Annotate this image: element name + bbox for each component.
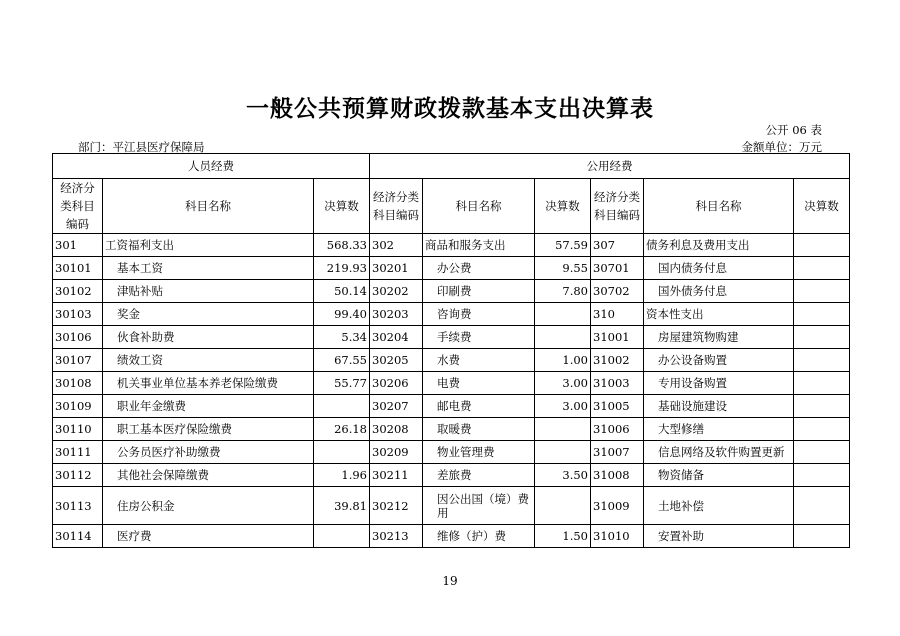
amount-cell: 1.50 xyxy=(535,525,591,548)
name-cell: 奖金 xyxy=(103,303,314,326)
name-cell: 伙食补助费 xyxy=(103,326,314,349)
name-cell: 差旅费 xyxy=(423,464,535,487)
name-cell: 国内债务付息 xyxy=(644,257,794,280)
table-row xyxy=(53,395,850,418)
amount-cell: 9.55 xyxy=(535,257,591,280)
code-cell: 30209 xyxy=(370,441,423,464)
name-cell: 基础设施建设 xyxy=(644,395,794,418)
amount-header: 决算数 xyxy=(314,179,370,234)
name-cell: 水费 xyxy=(423,349,535,372)
amount-cell xyxy=(794,280,850,303)
amount-cell xyxy=(794,303,850,326)
code-cell: 30213 xyxy=(370,525,423,548)
name-cell: 国外债务付息 xyxy=(644,280,794,303)
table-row xyxy=(53,525,850,548)
amount-cell: 3.00 xyxy=(535,395,591,418)
name-header: 科目名称 xyxy=(423,179,535,234)
code-cell: 31008 xyxy=(591,464,644,487)
amount-cell: 568.33 xyxy=(314,234,370,257)
amount-cell xyxy=(794,326,850,349)
code-cell: 31005 xyxy=(591,395,644,418)
amount-cell xyxy=(535,441,591,464)
code-cell: 30702 xyxy=(591,280,644,303)
amount-cell: 39.81 xyxy=(314,487,370,525)
table-row xyxy=(53,372,850,395)
code-cell: 30103 xyxy=(53,303,103,326)
code-cell: 30109 xyxy=(53,395,103,418)
name-cell: 机关事业单位基本养老保险缴费 xyxy=(103,372,314,395)
name-cell: 因公出国（境）费用 xyxy=(423,487,535,525)
name-cell: 绩效工资 xyxy=(103,349,314,372)
name-cell: 公务员医疗补助缴费 xyxy=(103,441,314,464)
expenditure-table xyxy=(52,153,850,548)
code-cell: 307 xyxy=(591,234,644,257)
name-cell: 大型修缮 xyxy=(644,418,794,441)
amount-cell: 99.40 xyxy=(314,303,370,326)
name-cell: 住房公积金 xyxy=(103,487,314,525)
public-expense-header: 公用经费 xyxy=(370,154,850,179)
code-cell: 30206 xyxy=(370,372,423,395)
amount-header: 决算数 xyxy=(794,179,850,234)
code-cell: 30113 xyxy=(53,487,103,525)
name-cell: 土地补偿 xyxy=(644,487,794,525)
table-row xyxy=(53,234,850,257)
code-cell: 30102 xyxy=(53,280,103,303)
code-cell: 30112 xyxy=(53,464,103,487)
name-cell: 印刷费 xyxy=(423,280,535,303)
code-cell: 30207 xyxy=(370,395,423,418)
code-cell: 30208 xyxy=(370,418,423,441)
amount-cell xyxy=(535,303,591,326)
amount-cell xyxy=(794,234,850,257)
code-cell: 30203 xyxy=(370,303,423,326)
name-cell: 资本性支出 xyxy=(644,303,794,326)
table-row xyxy=(53,464,850,487)
amount-header: 决算数 xyxy=(535,179,591,234)
code-cell: 31003 xyxy=(591,372,644,395)
code-cell: 31006 xyxy=(591,418,644,441)
page-number: 19 xyxy=(442,574,458,588)
name-cell: 安置补助 xyxy=(644,525,794,548)
name-cell: 物业管理费 xyxy=(423,441,535,464)
amount-cell: 3.00 xyxy=(535,372,591,395)
amount-cell: 1.00 xyxy=(535,349,591,372)
code-cell: 31007 xyxy=(591,441,644,464)
code-cell: 30211 xyxy=(370,464,423,487)
amount-cell xyxy=(794,418,850,441)
code-cell: 30111 xyxy=(53,441,103,464)
amount-cell xyxy=(794,349,850,372)
name-cell: 维修（护）费 xyxy=(423,525,535,548)
code-cell: 31002 xyxy=(591,349,644,372)
amount-cell xyxy=(794,464,850,487)
code-cell: 30701 xyxy=(591,257,644,280)
amount-cell: 1.96 xyxy=(314,464,370,487)
name-cell: 商品和服务支出 xyxy=(423,234,535,257)
table-row xyxy=(53,303,850,326)
personnel-expense-header: 人员经费 xyxy=(53,154,370,179)
name-cell: 取暖费 xyxy=(423,418,535,441)
code-cell: 30204 xyxy=(370,326,423,349)
code-header: 经济分类科目编码 xyxy=(370,179,423,234)
table-row xyxy=(53,418,850,441)
table-row xyxy=(53,487,850,525)
name-header: 科目名称 xyxy=(103,179,314,234)
table-row xyxy=(53,280,850,303)
table-row xyxy=(53,257,850,280)
table-row xyxy=(53,441,850,464)
code-cell: 30205 xyxy=(370,349,423,372)
code-cell: 302 xyxy=(370,234,423,257)
code-cell: 30106 xyxy=(53,326,103,349)
amount-cell xyxy=(794,395,850,418)
amount-cell: 50.14 xyxy=(314,280,370,303)
amount-cell xyxy=(794,525,850,548)
name-cell: 职业年金缴费 xyxy=(103,395,314,418)
name-cell: 咨询费 xyxy=(423,303,535,326)
amount-cell xyxy=(535,487,591,525)
name-cell: 基本工资 xyxy=(103,257,314,280)
page-title: 一般公共预算财政拨款基本支出决算表 xyxy=(246,96,654,122)
code-cell: 30101 xyxy=(53,257,103,280)
amount-cell xyxy=(314,395,370,418)
name-cell: 办公费 xyxy=(423,257,535,280)
name-cell: 津贴补贴 xyxy=(103,280,314,303)
amount-cell xyxy=(794,257,850,280)
amount-cell: 55.77 xyxy=(314,372,370,395)
amount-cell: 26.18 xyxy=(314,418,370,441)
unit-label: 金额单位：万元 xyxy=(741,140,822,154)
amount-cell xyxy=(314,525,370,548)
amount-cell: 67.55 xyxy=(314,349,370,372)
amount-cell: 7.80 xyxy=(535,280,591,303)
name-cell: 办公设备购置 xyxy=(644,349,794,372)
amount-cell xyxy=(535,418,591,441)
code-cell: 31001 xyxy=(591,326,644,349)
amount-cell xyxy=(794,441,850,464)
name-cell: 物资储备 xyxy=(644,464,794,487)
name-cell: 手续费 xyxy=(423,326,535,349)
code-cell: 30114 xyxy=(53,525,103,548)
name-cell: 房屋建筑物购建 xyxy=(644,326,794,349)
table-row xyxy=(53,326,850,349)
table-row xyxy=(53,349,850,372)
amount-cell xyxy=(314,441,370,464)
name-cell: 职工基本医疗保险缴费 xyxy=(103,418,314,441)
code-cell: 310 xyxy=(591,303,644,326)
name-cell: 其他社会保障缴费 xyxy=(103,464,314,487)
code-header: 经济分类科目编码 xyxy=(591,179,644,234)
name-cell: 信息网络及软件购置更新 xyxy=(644,441,794,464)
name-cell: 医疗费 xyxy=(103,525,314,548)
code-cell: 30212 xyxy=(370,487,423,525)
name-cell: 电费 xyxy=(423,372,535,395)
group-header-row xyxy=(53,154,850,179)
code-cell: 30201 xyxy=(370,257,423,280)
name-cell: 工资福利支出 xyxy=(103,234,314,257)
amount-cell xyxy=(794,372,850,395)
code-cell: 30108 xyxy=(53,372,103,395)
amount-cell: 3.50 xyxy=(535,464,591,487)
amount-cell: 219.93 xyxy=(314,257,370,280)
department-label: 部门：平江县医疗保障局 xyxy=(78,140,205,154)
name-header: 科目名称 xyxy=(644,179,794,234)
code-cell: 30107 xyxy=(53,349,103,372)
code-header: 经济分类科目编码 xyxy=(53,179,103,234)
name-cell: 债务利息及费用支出 xyxy=(644,234,794,257)
code-cell: 301 xyxy=(53,234,103,257)
code-cell: 30202 xyxy=(370,280,423,303)
amount-cell: 5.34 xyxy=(314,326,370,349)
code-cell: 31009 xyxy=(591,487,644,525)
name-cell: 邮电费 xyxy=(423,395,535,418)
column-header-row xyxy=(53,179,850,234)
amount-cell xyxy=(535,326,591,349)
name-cell: 专用设备购置 xyxy=(644,372,794,395)
code-cell: 31010 xyxy=(591,525,644,548)
table-number: 公开 06 表 xyxy=(765,123,822,137)
code-cell: 30110 xyxy=(53,418,103,441)
amount-cell xyxy=(794,487,850,525)
amount-cell: 57.59 xyxy=(535,234,591,257)
